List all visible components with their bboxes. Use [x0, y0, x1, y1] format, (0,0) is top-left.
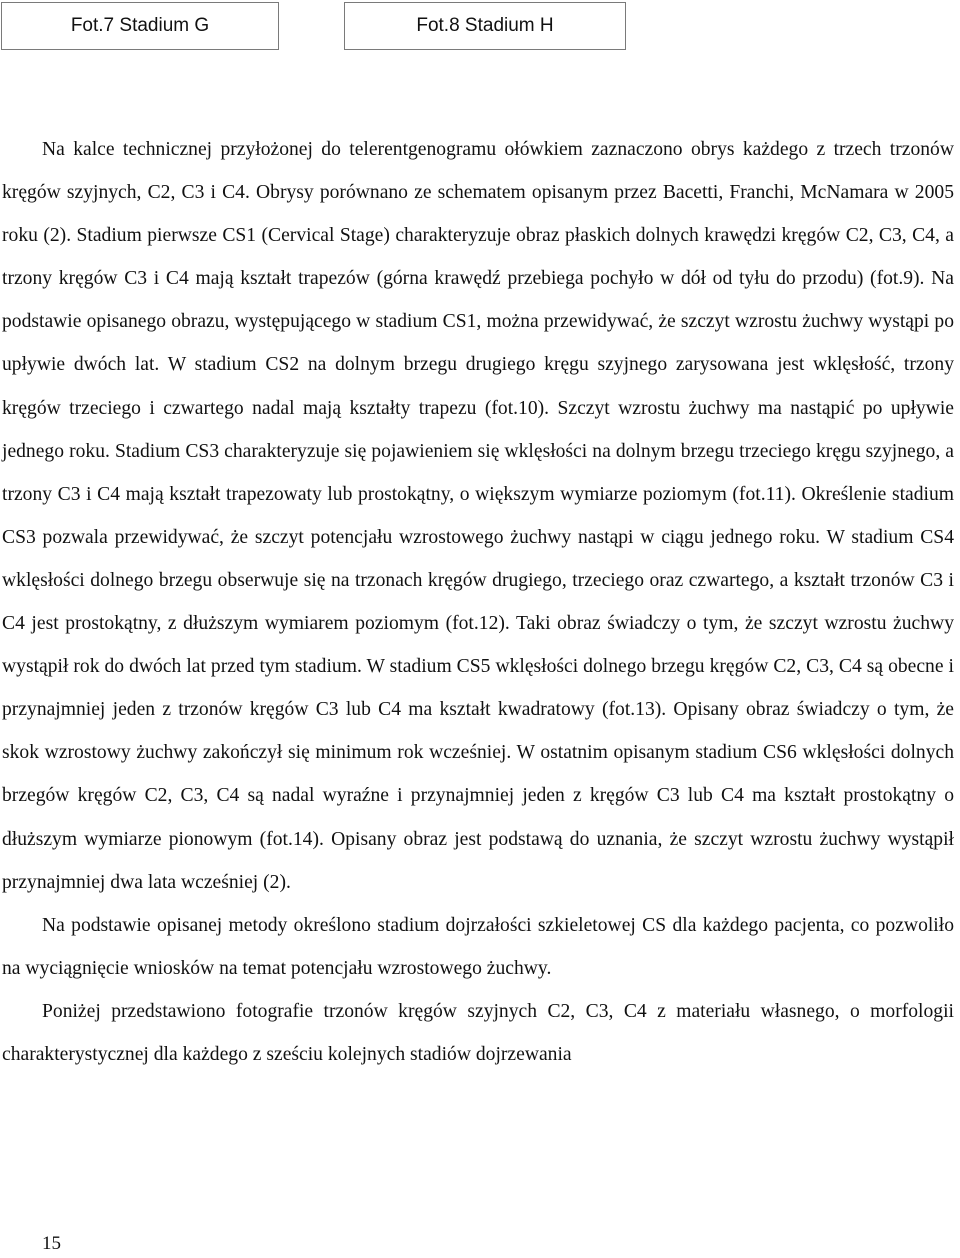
paragraph-2: Na podstawie opisanej metody określono stadium dojrzałości szkieletowej CS dla każdego pacjenta, co pozwoliło na wyciągnięcie wniosków na temat potencjału wzrostowego żuchwy. — [2, 914, 954, 979]
paragraph-1: Na kalce technicznej przyłożonej do telerentgenogramu ołówkiem zaznaczono obrys każdego z trzech trzonów kręgów szyjnych, C2, C3 i C4. Obrysy porównano ze schematem opisanym przez Bacetti, Franchi, McNamara w 2005 roku (2). Stadium pierwsze CS1 (Cervical Stage) charakteryzuje obraz płaskich dolnych krawędzi kręgów C2, C3, C4, a trzony kręgów C3 i C4 mają kształt trapezów (górna krawędź przebiega pochyło w dół od tyłu do przodu) (fot.9). Na podstawie opisanego obrazu, występującego w stadium CS1, można przewidywać, że szczyt wzrostu żuchwy wystąpi po upływie dwóch lat. W stadium CS2 na dolnym brzegu drugiego kręgu szyjnego zarysowana jest wklęsłość, trzony kręgów trzeciego i czwartego nadal mają kształty trapezu (fot.10). Szczyt wzrostu żuchwy ma nastąpić po upływie jednego roku. Stadium CS3 charakteryzuje się pojawieniem się wklęsłości na dolnym brzegu trzeciego kręgu szyjnego, a trzony C3 i C4 mają kształt trapezowaty lub prostokątny, o większym wymiarze poziomym (fot.11). Określenie stadium CS3 pozwala przewidywać, że szczyt potencjału wzrostowego żuchwy nastąpi w ciągu jednego roku. W stadium CS4 wklęsłości dolnego brzegu obserwuje się na trzonach kręgów drugiego, trzeciego oraz czwartego, a kształt trzonów C3 i C4 jest prostokątny, z dłuższym wymiarem poziomym (fot.12). Taki obraz świadczy o tym, że szczyt wzrostu żuchwy wystąpił rok do dwóch lat przed tym stadium. W stadium CS5 wklęsłości dolnego brzegu kręgów C2, C3, C4 są obecne i przynajmniej jeden z trzonów kręgów C3 lub C4 ma kształt kwadratowy (fot.13). Opisany obraz świadczy o tym, że skok wzrostowy żuchwy zakończył się minimum rok wcześniej. W ostatnim opisanym stadium CS6 wklęsłości dolnych brzegów kręgów C2, C3, C4 są nadal wyraźne i przynajmniej jeden z kręgów C3 lub C4 ma kształt prostokątny o dłuższym wymiarze pionowym (fot.14). Opisany obraz jest podstawą do uznania, że szczyt wzrostu żuchwy wystąpił przynajmniej dwa lata wcześniej (2). — [2, 139, 954, 893]
photo-caption-right — [344, 2, 626, 50]
paragraph-3: Poniżej przedstawiono fotografie trzonów kręgów szyjnych C2, C3, C4 z materiału własnego, o morfologii charakterystycznej dla każdego z sześciu kolejnych stadiów dojrzewania — [2, 1000, 954, 1065]
caption-left-text: Fot.7 Stadium G — [70, 15, 210, 36]
body-text — [2, 128, 954, 1076]
caption-right-text: Fot.8 Stadium H — [416, 15, 554, 36]
photo-caption-left — [1, 2, 279, 50]
page-number: 15 — [42, 1233, 61, 1254]
